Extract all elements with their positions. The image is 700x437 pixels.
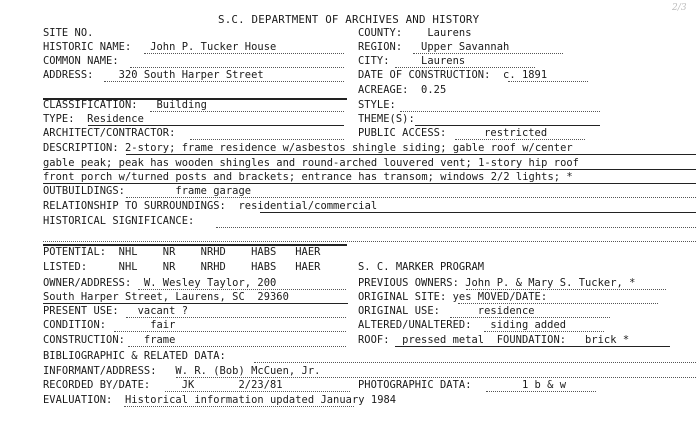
type-field: TYPE: Residence [43, 113, 144, 125]
city-underline [395, 67, 535, 68]
owner-address-field: OWNER/ADDRESS: W. Wesley Taylor, 200 [43, 277, 277, 289]
architect-field: ARCHITECT/CONTRACTOR: [43, 127, 176, 139]
historical-significance-field: HISTORICAL SIGNIFICANCE: [43, 215, 195, 227]
classification-underline [150, 111, 344, 112]
relationship-underline [260, 212, 696, 213]
description-line-3: front porch w/turned posts and brackets; entrance has transom; windows 2/2 lights; * [43, 171, 573, 183]
themes-underline [415, 125, 600, 126]
public-access-underline [455, 139, 585, 140]
style-underline [400, 111, 600, 112]
informant-underline [176, 377, 696, 378]
description-line-2: gable peak; peak has wooden shingles and round-arched louvered vent; 1-story hip roof [43, 157, 579, 169]
owner-underline [138, 289, 346, 290]
owner-address-line-2: South Harper Street, Laurens, SC 29360 [43, 291, 289, 303]
city-field: CITY: Laurens [358, 55, 466, 67]
address-field: ADDRESS: 320 South Harper Street [43, 69, 264, 81]
recorded-underline [165, 391, 350, 392]
photographic-field: PHOTOGRAPHIC DATA: 1 b & w [358, 379, 567, 391]
bibliographic-underline [254, 362, 696, 363]
acreage-field: ACREAGE: 0.25 [358, 84, 447, 96]
evaluation-field: EVALUATION: Historical information updated January 1984 [43, 394, 397, 406]
region-underline [413, 53, 563, 54]
common-name-underline [130, 67, 344, 68]
construction-underline [128, 346, 346, 347]
architect-underline [190, 139, 344, 140]
significance-underline-2 [43, 241, 696, 242]
description-underline-2 [43, 169, 696, 170]
date-of-construction-field: DATE OF CONSTRUCTION: c. 1891 [358, 69, 548, 81]
original-use-underline [450, 317, 610, 318]
informant-field: INFORMANT/ADDRESS: W. R. (Bob) McCuen, Jr. [43, 365, 321, 377]
corner-mark: 2/3 [672, 3, 687, 13]
evaluation-underline [124, 406, 354, 407]
listed-field: LISTED: NHL NR NRHD HABS HAER [43, 261, 321, 273]
historic-name-field: HISTORIC NAME: John P. Tucker House [43, 41, 277, 53]
roof-underline [395, 346, 670, 347]
marker-program-label: S. C. MARKER PROGRAM [358, 261, 485, 273]
owner-underline-2 [43, 303, 348, 304]
present-use-field: PRESENT USE: vacant ? [43, 305, 189, 317]
condition-underline [114, 331, 346, 332]
present-use-underline [126, 317, 346, 318]
common-name-field: COMMON NAME: [43, 55, 119, 67]
recorded-field: RECORDED BY/DATE: JK 2/23/81 [43, 379, 283, 391]
themes-field: THEME(S): [358, 113, 415, 125]
description-underline-3 [43, 183, 696, 184]
county-field: COUNTY: Laurens [358, 27, 472, 39]
bibliographic-field: BIBLIOGRAPHIC & RELATED DATA: [43, 350, 226, 362]
condition-field: CONDITION: fair [43, 319, 176, 331]
previous-owners-underline [466, 289, 666, 290]
site-no-field: SITE NO. [43, 27, 94, 39]
description-underline-1 [126, 154, 696, 155]
altered-field: ALTERED/UNALTERED: siding added [358, 319, 567, 331]
public-access-field: PUBLIC ACCESS: restricted [358, 127, 548, 139]
construction-field: CONSTRUCTION: frame [43, 334, 176, 346]
photographic-underline [486, 391, 596, 392]
classification-field: CLASSIFICATION: Building [43, 99, 207, 111]
date-underline [508, 81, 588, 82]
original-use-field: ORIGINAL USE: residence [358, 305, 535, 317]
previous-owners-field: PREVIOUS OWNERS: John P. & Mary S. Tucker, * [358, 277, 636, 289]
form-title: S.C. DEPARTMENT OF ARCHIVES AND HISTORY [218, 13, 480, 26]
potential-field: POTENTIAL: NHL NR NRHD HABS HAER [43, 246, 321, 258]
outbuildings-field: OUTBUILDINGS: frame garage [43, 185, 252, 197]
original-site-field: ORIGINAL SITE: yes MOVED/DATE: [358, 291, 548, 303]
roof-foundation-field: ROOF: pressed metal FOUNDATION: brick * [358, 334, 630, 346]
description-line-1: DESCRIPTION: 2-story; frame residence w/asbestos shingle siding; gable roof w/center [43, 142, 573, 154]
address-underline [104, 81, 344, 82]
style-field: STYLE: [358, 99, 396, 111]
relationship-field: RELATIONSHIP TO SURROUNDINGS: residential/commercial [43, 200, 378, 212]
significance-underline-1 [216, 227, 696, 228]
type-underline [88, 125, 344, 126]
region-field: REGION: Upper Savannah [358, 41, 510, 53]
original-site-underline [458, 303, 658, 304]
altered-underline [484, 331, 604, 332]
outbuildings-underline [126, 197, 696, 198]
historic-name-underline [144, 53, 344, 54]
